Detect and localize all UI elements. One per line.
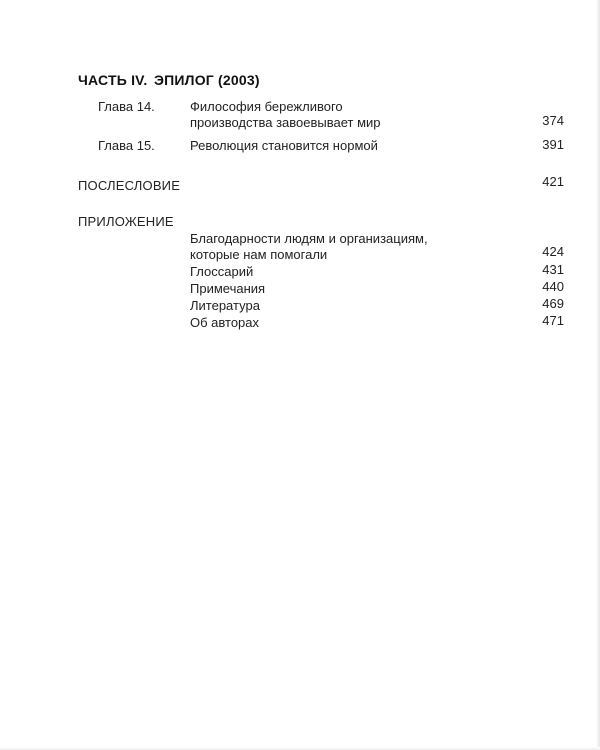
chapter-title-14-line-2: производства завоевывает мир	[190, 115, 381, 130]
part-label: ЧАСТЬ IV.	[78, 72, 148, 88]
appendix-entry-acknowledgements-line-1: Благодарности людям и организациям,	[190, 231, 428, 246]
appendix-page-literature: 469	[542, 296, 564, 311]
chapter-title-14-line-1: Философия бережливого	[190, 99, 343, 114]
appendix-title: ПРИЛОЖЕНИЕ	[78, 214, 174, 229]
appendix-entry-about-authors: Об авторах	[190, 315, 260, 330]
chapter-title-15: Революция становится нормой	[190, 138, 378, 153]
part-title: ЭПИЛОГ (2003)	[154, 72, 260, 88]
appendix-page-about-authors: 471	[542, 313, 564, 328]
afterword-page: 421	[542, 174, 564, 189]
chapter-page-15: 391	[542, 137, 564, 152]
chapter-page-14: 374	[542, 113, 564, 128]
appendix-page-acknowledgements: 424	[542, 244, 564, 259]
appendix-entry-literature: Литература	[190, 298, 260, 313]
appendix-page-glossary: 431	[542, 262, 564, 277]
appendix-entry-acknowledgements-line-2: которые нам помогали	[190, 247, 328, 262]
chapter-label-15: Глава 15.	[98, 138, 155, 153]
afterword-title: ПОСЛЕСЛОВИЕ	[78, 178, 181, 193]
chapter-label-14: Глава 14.	[98, 99, 155, 114]
page-edge-right	[596, 0, 600, 750]
appendix-entry-glossary: Глоссарий	[190, 264, 254, 279]
appendix-page-notes: 440	[542, 279, 564, 294]
appendix-entry-notes: Примечания	[190, 281, 266, 296]
